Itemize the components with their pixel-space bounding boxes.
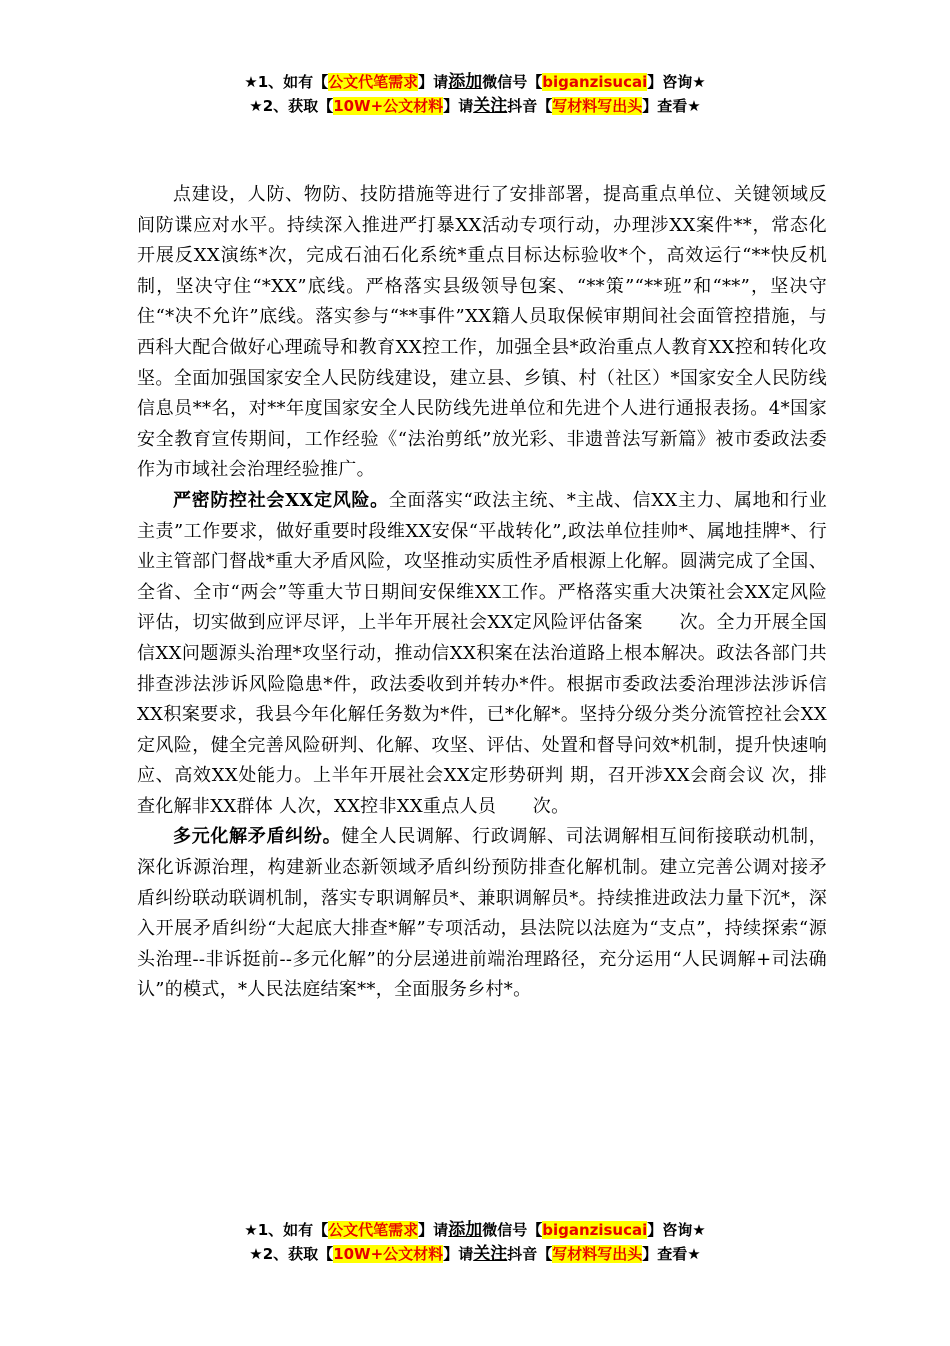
banner-text: 】查看★ [642,97,701,115]
underlined-action: 关注 [473,1244,508,1264]
paragraph-3 [137,822,827,1006]
banner-text: 】请 [443,97,474,115]
banner-text: 】请 [418,73,449,91]
highlight-douyin-account: 写材料写出头 [552,97,643,115]
highlight-service: 公文代笔需求 [328,73,419,91]
banner-line-2 [0,94,950,118]
paragraph-heading: 严密防控社会XX定风险。 [173,489,389,511]
highlight-wechat-id: biganzisucai [542,1221,648,1239]
banner-text: 抖音【 [507,97,553,115]
highlight-service: 公文代笔需求 [328,1221,419,1239]
paragraph-text: 健全人民调解、行政调解、司法调解相互间衔接联动机制，深化诉源治理，构建新业态新领域矛盾纠纷预防排查化解机制。建立完善公调对接矛盾纠纷联动联调机制，落实专职调解员*、兼职调解员*。持续推进政法力量下沉*，深入开展矛盾纠纷“大起底大排查*解”专项活动，县法院以法庭为“支点”，持续探索“源头治理--非诉挺前--多元化解”的分层递进前端治理路径，充分运用“人民调解+司法确认”的模式，*人民法庭结案**，全面服务乡村*。 [137,826,827,1001]
banner-text: 】咨询★ [647,1221,706,1239]
banner-line-1 [0,70,950,94]
header-banner [0,70,950,118]
highlight-douyin-account: 写材料写出头 [552,1245,643,1263]
underlined-action: 添加 [448,1220,483,1240]
paragraph-2 [137,486,827,823]
paragraph-text: 全面落实“政法主统、*主战、信XX主力、属地和行业主责”工作要求，做好重要时段维XX安保“平战转化”,政法单位挂帅*、属地挂牌*、行业主管部门督战*重大矛盾风险，攻坚推动实质性矛盾根源上化解。圆满完成了全国、全省、全市“两会”等重大节日期间安保维XX工作。严格落实重大决策社会XX定风险评估，切实做到应评尽评，上半年开展社会XX定风险评估备案 次。全力开展全国信XX问题源头治理*攻坚行动，推动信XX积案在法治道路上根本解决。政法各部门共排查涉法涉诉风险隐患*件，政法委收到并转办*件。根据市委政法委治理涉法涉诉信XX积案要求，我县今年化解任务数为*件，已*化解*。坚持分级分类分流管控社会XX定风险，健全完善风险研判、化解、攻坚、评估、处置和督导问效*机制，提升快速响应、高效XX处能力。上半年开展社会XX定形势研判 期，召开涉XX会商会议 次，排查化解非XX群体 人次，XX控非XX重点人员 次。 [137,489,827,817]
banner-text: 】请 [418,1221,449,1239]
highlight-wechat-id: biganzisucai [542,73,648,91]
banner-text: ★2、获取【 [249,1245,334,1263]
banner-line-1 [0,1218,950,1242]
banner-line-2 [0,1242,950,1266]
document-body [137,180,827,1006]
highlight-materials: 10W+公文材料 [333,97,444,115]
banner-text: ★2、获取【 [249,97,334,115]
banner-text: 】查看★ [642,1245,701,1263]
banner-text: ★1、如有【 [244,1221,329,1239]
banner-text: 微信号【 [482,73,543,91]
underlined-action: 添加 [448,72,483,92]
paragraph-1: 点建设，人防、物防、技防措施等进行了安排部署，提高重点单位、关键领域反间防谍应对水平。持续深入推进严打暴XX活动专项行动，办理涉XX案件**，常态化开展反XX演练*次，完成石油石化系统*重点目标达标验收*个，高效运行“**快反机制，坚决守住“*XX”底线。严格落实县级领导包案、“**策”“**班”和“**”，坚决守住“*决不允许”底线。落实参与“**事件”XX籍人员取保候审期间社会面管控措施，与西科大配合做好心理疏导和教育XX控工作，加强全县*政治重点人教育XX控和转化攻坚。全面加强国家安全人民防线建设，建立县、乡镇、村（社区）*国家安全人民防线信息员**名，对**年度国家安全人民防线先进单位和先进个人进行通报表扬。4*国家安全教育宣传期间，工作经验《“法治剪纸”放光彩、非遗普法写新篇》被市委政法委作为市域社会治理经验推广。 [137,184,827,481]
footer-banner [0,1218,950,1266]
banner-text: 】咨询★ [647,73,706,91]
paragraph-heading: 多元化解矛盾纠纷。 [173,826,342,848]
banner-text: 】请 [443,1245,474,1263]
highlight-materials: 10W+公文材料 [333,1245,444,1263]
banner-text: 微信号【 [482,1221,543,1239]
banner-text: 抖音【 [507,1245,553,1263]
underlined-action: 关注 [473,96,508,116]
banner-text: ★1、如有【 [244,73,329,91]
